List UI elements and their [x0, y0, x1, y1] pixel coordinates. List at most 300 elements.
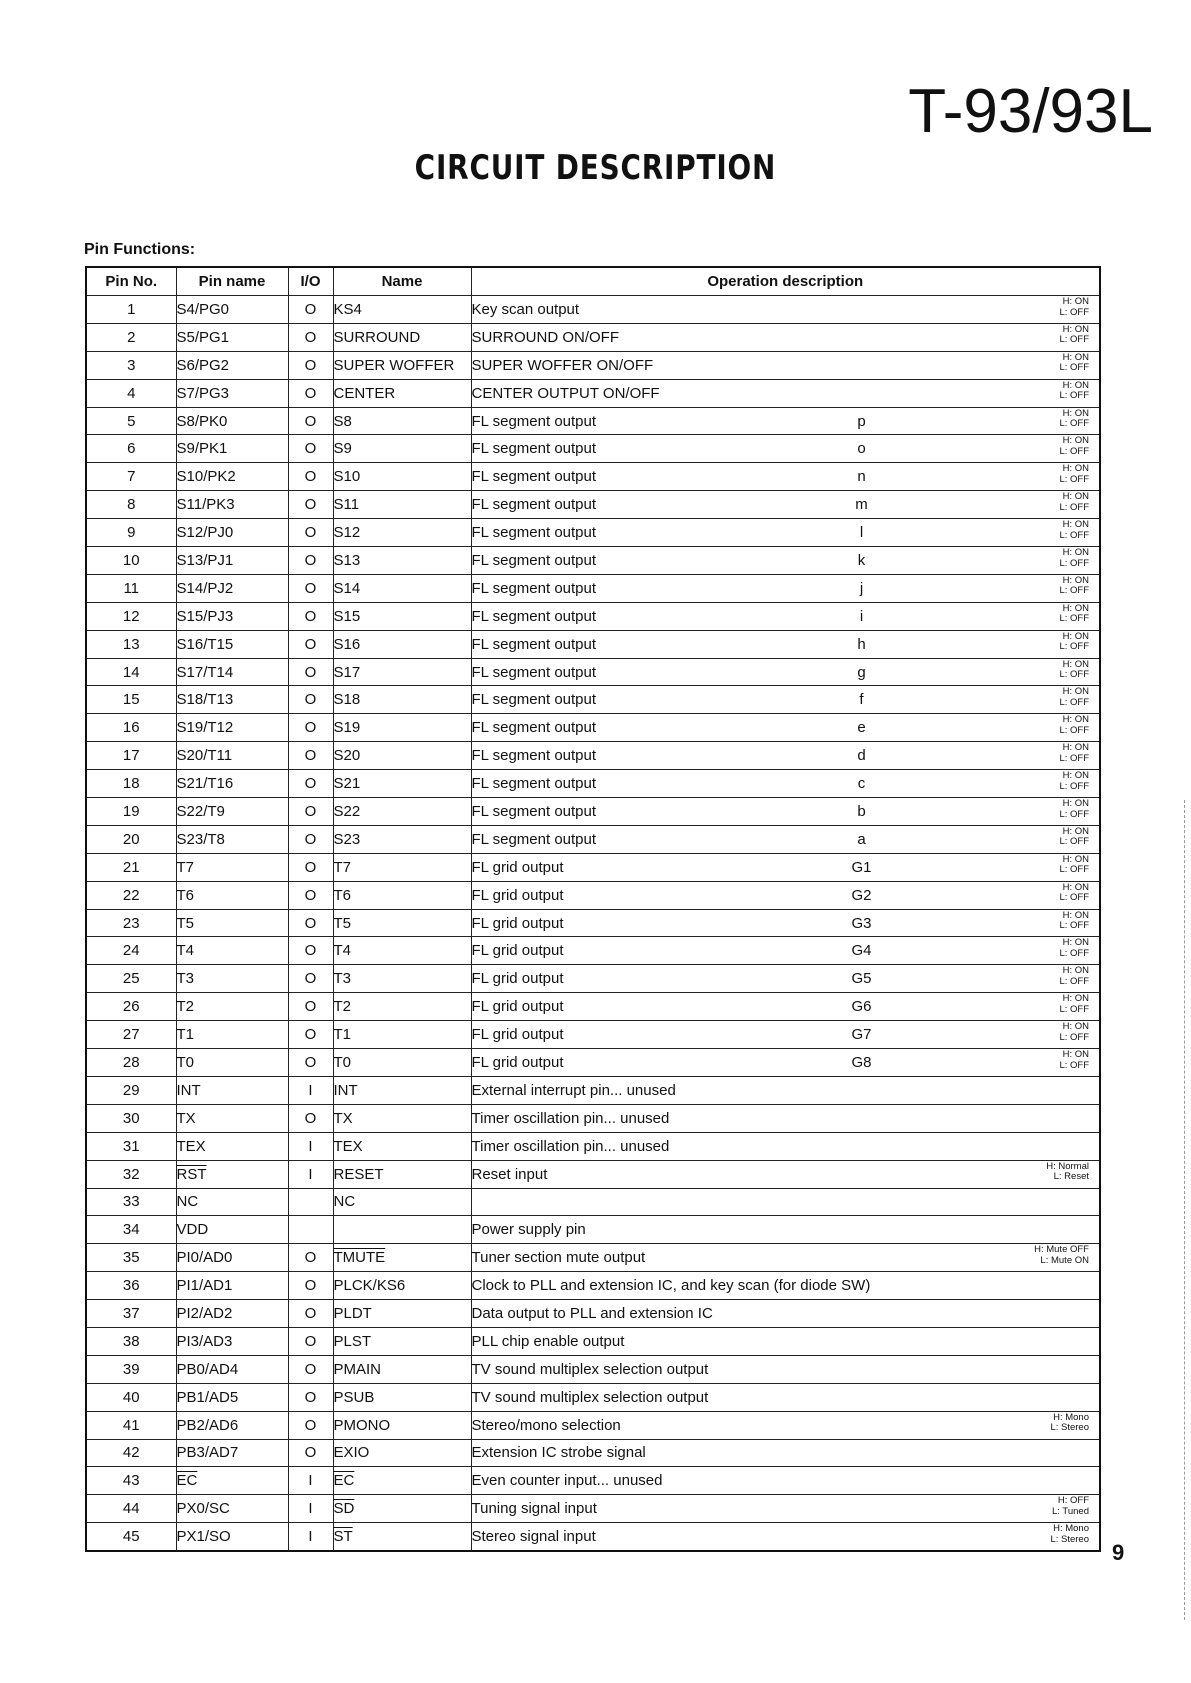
name-cell-text: PSUB [333, 1388, 375, 1406]
name-cell [333, 798, 471, 826]
name-cell [333, 1160, 471, 1188]
io-cell [288, 323, 333, 351]
table-row [86, 686, 1100, 714]
operation-content [472, 380, 1100, 407]
pin-name-cell-text: PX0/SC [176, 1500, 230, 1518]
name-cell [333, 1411, 471, 1439]
operation-content [472, 742, 1100, 769]
io-cell-text: O [304, 719, 317, 737]
io-cell [288, 1104, 333, 1132]
pin-no-cell-text: 34 [122, 1221, 140, 1239]
pin-no-cell-text: 45 [122, 1528, 140, 1546]
pin-no-cell [86, 770, 176, 798]
operation-cell [471, 323, 1100, 351]
io-cell [288, 1411, 333, 1439]
name-cell [333, 1104, 471, 1132]
operation-cell [471, 435, 1100, 463]
name-cell-text: SUPER WOFFER [333, 356, 455, 374]
segment-marker: G5 [851, 970, 872, 988]
operation-content [472, 1328, 1100, 1355]
operation-cell [471, 407, 1100, 435]
name-cell [333, 1327, 471, 1355]
pin-no-cell [86, 547, 176, 575]
operation-description: TV sound multiplex selection output [471, 1388, 709, 1406]
logic-state-note: H: ON L: OFF [1059, 658, 1089, 681]
pin-name-cell [176, 1355, 288, 1383]
io-cell-text: O [304, 635, 317, 653]
pin-name-cell [176, 658, 288, 686]
pin-no-cell [86, 658, 176, 686]
table-row [86, 1523, 1100, 1551]
pin-no-cell [86, 1467, 176, 1495]
table-row [86, 965, 1100, 993]
pin-name-cell [176, 463, 288, 491]
io-cell-text: O [304, 858, 317, 876]
logic-state-note: H: ON L: OFF [1059, 574, 1089, 597]
name-cell-text: T6 [333, 886, 352, 904]
pin-name-cell-text: S19/T12 [176, 719, 234, 737]
name-cell-text: TX [333, 1109, 353, 1127]
pin-name-cell-text: S21/T16 [176, 775, 234, 793]
segment-marker: m [855, 496, 868, 514]
pin-name-cell [176, 798, 288, 826]
pin-name-cell-text: S9/PK1 [176, 440, 228, 458]
io-cell [288, 1272, 333, 1300]
io-cell-text: O [304, 1277, 317, 1295]
logic-state-note: H: Mute OFF L: Mute ON [1034, 1244, 1089, 1266]
io-cell-text: O [304, 802, 317, 820]
pin-name-cell [176, 1523, 288, 1551]
segment-marker: c [857, 775, 866, 793]
name-cell-text: T3 [333, 970, 352, 988]
name-cell-text: T1 [333, 1026, 352, 1044]
pin-name-cell-text: S14/PJ2 [176, 579, 234, 597]
pin-no-cell [86, 519, 176, 547]
pin-no-cell [86, 491, 176, 519]
io-cell-text: O [304, 356, 317, 374]
operation-description: Stereo signal input [471, 1528, 596, 1546]
table-row [86, 909, 1100, 937]
io-cell-text: O [304, 663, 317, 681]
pin-no-cell-text: 28 [122, 1053, 140, 1071]
operation-description: FL grid output [471, 970, 564, 988]
pin-name-cell [176, 547, 288, 575]
logic-state-note: H: ON L: OFF [1059, 351, 1089, 374]
table-row [86, 853, 1100, 881]
pin-name-cell-text: PB3/AD7 [176, 1444, 239, 1462]
io-cell-text: I [308, 1137, 313, 1155]
operation-cell [471, 1104, 1100, 1132]
operation-cell [471, 1300, 1100, 1328]
pin-no-cell [86, 1300, 176, 1328]
name-cell-text: KS4 [333, 300, 362, 318]
pin-no-cell [86, 1216, 176, 1244]
pin-name-cell [176, 993, 288, 1021]
table-row [86, 1439, 1100, 1467]
table-row [86, 1160, 1100, 1188]
pin-name-cell [176, 1216, 288, 1244]
pin-no-cell-text: 35 [122, 1249, 140, 1267]
io-cell [288, 407, 333, 435]
name-cell [333, 714, 471, 742]
io-cell [288, 798, 333, 826]
io-cell [288, 435, 333, 463]
pin-no-cell [86, 1439, 176, 1467]
io-cell [288, 602, 333, 630]
operation-cell [471, 798, 1100, 826]
operation-description: FL grid output [471, 886, 564, 904]
table-row [86, 1272, 1100, 1300]
io-cell [288, 937, 333, 965]
operation-cell [471, 742, 1100, 770]
pin-no-cell-text: 31 [122, 1137, 140, 1155]
pin-no-cell-text: 37 [122, 1305, 140, 1322]
operation-content [472, 463, 1100, 490]
operation-cell [471, 1383, 1100, 1411]
pin-name-cell [176, 1049, 288, 1077]
name-cell-text: S22 [333, 802, 361, 820]
table-row [86, 323, 1100, 351]
operation-content [472, 659, 1100, 686]
pin-no-cell-text: 3 [127, 356, 136, 374]
io-cell-text: I [308, 1165, 313, 1183]
logic-state-note: H: ON L: OFF [1059, 798, 1089, 820]
pin-name-cell [176, 742, 288, 770]
logic-state-note: H: ON L: OFF [1059, 853, 1089, 876]
operation-cell [471, 658, 1100, 686]
model-number: T-93/93L [908, 77, 1153, 146]
logic-state-note: H: ON L: OFF [1059, 323, 1089, 346]
io-cell-text: I [308, 1500, 313, 1518]
pin-name-cell-text: $\overline{EC}$ [176, 1472, 198, 1490]
operation-cell [471, 881, 1100, 909]
pin-no-cell-text: 17 [122, 747, 140, 765]
name-cell [333, 937, 471, 965]
io-cell-text: O [304, 300, 317, 318]
io-cell-text: O [304, 607, 317, 625]
operation-content [472, 1384, 1100, 1411]
operation-cell [471, 825, 1100, 853]
table-row [86, 547, 1100, 575]
io-cell [288, 547, 333, 575]
table-row [86, 1327, 1100, 1355]
operation-description: FL segment output [471, 607, 597, 625]
io-cell-text: O [304, 468, 317, 486]
logic-state-note: H: Mono L: Stereo [1050, 1411, 1089, 1434]
operation-content [472, 1105, 1100, 1132]
name-cell-text: CENTER [333, 384, 396, 402]
segment-marker: G2 [851, 886, 872, 904]
pin-name-cell-text: T0 [176, 1053, 195, 1071]
io-cell-text: O [304, 328, 317, 346]
operation-description: PLL chip enable output [471, 1332, 625, 1350]
name-cell [333, 742, 471, 770]
name-cell-text: T2 [333, 998, 352, 1016]
pin-no-cell [86, 881, 176, 909]
table-row [86, 1188, 1100, 1216]
pin-no-cell [86, 574, 176, 602]
pin-name-cell [176, 1188, 288, 1216]
table-row [86, 1300, 1100, 1328]
segment-marker: b [857, 802, 866, 820]
operation-description: FL segment output [471, 663, 597, 681]
pin-name-cell [176, 825, 288, 853]
name-cell [333, 881, 471, 909]
pin-no-cell [86, 435, 176, 463]
pin-no-cell [86, 1160, 176, 1188]
pin-no-cell-text: 42 [122, 1444, 140, 1462]
pin-no-cell [86, 965, 176, 993]
pin-no-cell-text: 6 [127, 440, 136, 458]
io-cell [288, 1049, 333, 1077]
operation-cell [471, 1049, 1100, 1077]
operation-cell [471, 1523, 1100, 1551]
name-cell [333, 379, 471, 407]
operation-description: FL segment output [471, 524, 597, 542]
operation-content [472, 296, 1100, 323]
name-cell [333, 1021, 471, 1049]
table-row [86, 1132, 1100, 1160]
io-cell [288, 630, 333, 658]
table-row [86, 1244, 1100, 1272]
pin-name-cell-text: T2 [176, 998, 195, 1016]
name-cell-text: PLDT [333, 1305, 372, 1322]
pin-name-cell-text: PX1/SO [176, 1528, 231, 1546]
pin-no-cell [86, 825, 176, 853]
io-cell-text: O [304, 914, 317, 932]
name-cell [333, 351, 471, 379]
io-cell [288, 519, 333, 547]
operation-description: FL segment output [471, 830, 597, 848]
operation-description: FL segment output [471, 635, 597, 653]
operation-cell [471, 463, 1100, 491]
name-cell-text: S18 [333, 691, 361, 709]
operation-content [472, 1495, 1100, 1522]
pin-name-cell-text: T7 [176, 858, 195, 876]
table-row [86, 574, 1100, 602]
pin-no-cell [86, 1244, 176, 1272]
name-cell [333, 547, 471, 575]
io-cell-text: O [304, 1026, 317, 1044]
pin-no-cell-text: 19 [122, 802, 140, 820]
pin-name-cell [176, 686, 288, 714]
operation-description: FL segment output [471, 551, 597, 569]
logic-state-note: H: Mono L: Stereo [1050, 1523, 1089, 1545]
name-cell-text: SURROUND [333, 328, 421, 346]
operation-description: FL grid output [471, 1053, 564, 1071]
name-cell [333, 435, 471, 463]
segment-marker: G4 [851, 942, 872, 960]
pin-name-cell-text: $\overline{RST}$ [176, 1165, 207, 1183]
header-pin-name: Pin name [176, 267, 288, 296]
table-row [86, 296, 1100, 324]
pin-name-cell-text: S7/PG3 [176, 384, 230, 402]
io-cell [288, 1021, 333, 1049]
segment-marker: j [859, 579, 864, 597]
segment-marker: h [857, 635, 866, 653]
operation-description: Clock to PLL and extension IC, and key scan (for diode SW) [471, 1277, 871, 1295]
name-cell-text: T0 [333, 1053, 352, 1071]
operation-content [472, 575, 1100, 602]
operation-cell [471, 686, 1100, 714]
operation-description: FL segment output [471, 579, 597, 597]
pin-no-cell-text: 1 [127, 300, 136, 318]
operation-description: Timer oscillation pin... unused [471, 1137, 670, 1155]
io-cell [288, 1216, 333, 1244]
operation-cell [471, 1021, 1100, 1049]
operation-content [472, 1161, 1100, 1188]
pin-name-cell-text: S18/T13 [176, 691, 234, 709]
pin-name-cell-text: TX [176, 1109, 196, 1127]
name-cell-text: PLST [333, 1332, 372, 1350]
pin-no-cell [86, 1021, 176, 1049]
io-cell-text: O [304, 1360, 317, 1378]
name-cell [333, 491, 471, 519]
pin-name-cell [176, 1272, 288, 1300]
pin-no-cell-text: 7 [127, 468, 136, 486]
logic-state-note: H: ON L: OFF [1059, 825, 1089, 848]
logic-state-note: H: OFF L: Tuned [1052, 1495, 1089, 1517]
operation-cell [471, 491, 1100, 519]
operation-content [472, 1216, 1100, 1243]
pin-name-cell-text: T4 [176, 942, 195, 960]
pin-name-cell [176, 1104, 288, 1132]
name-cell-text: T5 [333, 914, 352, 932]
pin-name-cell [176, 1300, 288, 1328]
name-cell-text: PLCK/KS6 [333, 1277, 406, 1295]
pin-name-cell-text: PI1/AD1 [176, 1277, 233, 1295]
pin-name-cell [176, 491, 288, 519]
table-row [86, 658, 1100, 686]
name-cell [333, 1272, 471, 1300]
pin-no-cell [86, 937, 176, 965]
operation-cell [471, 574, 1100, 602]
segment-marker: G6 [851, 998, 872, 1016]
name-cell [333, 853, 471, 881]
logic-state-note: H: ON L: OFF [1059, 463, 1089, 485]
page-title-text: CIRCUIT DESCRIPTION [414, 148, 777, 188]
logic-state-note: H: ON L: OFF [1059, 965, 1089, 987]
pin-name-cell [176, 1467, 288, 1495]
pin-no-cell [86, 1188, 176, 1216]
operation-content [472, 1356, 1100, 1383]
name-cell [333, 909, 471, 937]
io-cell-text: O [304, 1416, 317, 1434]
io-cell [288, 574, 333, 602]
name-cell [333, 407, 471, 435]
segment-marker: n [857, 468, 866, 486]
operation-content [472, 1272, 1100, 1299]
operation-description: Reset input [471, 1165, 548, 1183]
segment-marker: f [859, 691, 864, 709]
operation-content [472, 910, 1100, 937]
pin-name-cell-text: T1 [176, 1026, 195, 1044]
table-row [86, 825, 1100, 853]
name-cell-text: S12 [333, 524, 361, 542]
page-number: 9 [1112, 1540, 1125, 1565]
logic-state-note: H: ON L: OFF [1059, 686, 1089, 708]
operation-content [472, 631, 1100, 658]
pin-no-cell-text: 43 [122, 1472, 140, 1490]
table-row [86, 742, 1100, 770]
logic-state-note: H: ON L: OFF [1059, 296, 1089, 318]
pin-no-cell-text: 14 [122, 663, 140, 681]
pin-no-cell-text: 27 [122, 1026, 140, 1044]
io-cell [288, 379, 333, 407]
operation-cell [471, 1327, 1100, 1355]
name-cell-text: T7 [333, 858, 352, 876]
operation-cell [471, 714, 1100, 742]
pin-no-cell-text: 16 [122, 719, 140, 737]
name-cell-text: NC [333, 1193, 356, 1211]
pin-no-cell-text: 33 [122, 1193, 140, 1211]
table-row [86, 993, 1100, 1021]
pin-no-cell [86, 1076, 176, 1104]
table-row [86, 435, 1100, 463]
pin-no-cell [86, 1272, 176, 1300]
logic-state-note: H: ON L: OFF [1059, 630, 1089, 653]
operation-cell [471, 379, 1100, 407]
io-cell-text: O [304, 886, 317, 904]
name-cell-text: S19 [333, 719, 361, 737]
io-cell [288, 1495, 333, 1523]
pin-no-cell [86, 630, 176, 658]
operation-content [472, 352, 1100, 379]
pin-no-cell-text: 20 [122, 830, 140, 848]
operation-cell [471, 519, 1100, 547]
table-row [86, 602, 1100, 630]
operation-description: FL segment output [471, 440, 597, 458]
logic-state-note: H: ON L: OFF [1059, 770, 1089, 792]
name-cell-text: T4 [333, 942, 352, 960]
name-cell [333, 686, 471, 714]
segment-marker: g [857, 663, 866, 681]
segment-marker: i [859, 607, 864, 625]
operation-content [472, 603, 1100, 630]
name-cell [333, 1495, 471, 1523]
name-cell-text: EXIO [333, 1444, 370, 1462]
pin-name-cell-text: S5/PG1 [176, 328, 230, 346]
operation-content [472, 324, 1100, 351]
name-cell [333, 1188, 471, 1216]
operation-description: CENTER OUTPUT ON/OFF [471, 384, 660, 402]
operation-cell [471, 1467, 1100, 1495]
pin-no-cell-text: 41 [122, 1416, 140, 1434]
logic-state-note: H: ON L: OFF [1059, 1049, 1089, 1071]
logic-state-note: H: ON L: OFF [1059, 993, 1089, 1015]
io-cell [288, 658, 333, 686]
pin-no-cell [86, 1049, 176, 1077]
operation-content [472, 1523, 1100, 1550]
pin-name-cell [176, 630, 288, 658]
operation-cell [471, 1244, 1100, 1272]
io-cell-text: O [304, 747, 317, 765]
pin-name-cell-text: PB0/AD4 [176, 1360, 239, 1378]
table-row [86, 1049, 1100, 1077]
io-cell [288, 1523, 333, 1551]
pin-no-cell-text: 2 [127, 328, 136, 346]
io-cell-text: O [304, 1332, 317, 1350]
pin-name-cell-text: S11/PK3 [176, 496, 235, 514]
operation-cell [471, 602, 1100, 630]
segment-marker: o [857, 440, 866, 458]
table-row [86, 1021, 1100, 1049]
pin-name-cell-text: S8/PK0 [176, 412, 228, 430]
pin-no-cell-text: 11 [123, 579, 140, 597]
table-row [86, 351, 1100, 379]
operation-content [472, 1049, 1100, 1076]
operation-description: FL segment output [471, 775, 597, 793]
